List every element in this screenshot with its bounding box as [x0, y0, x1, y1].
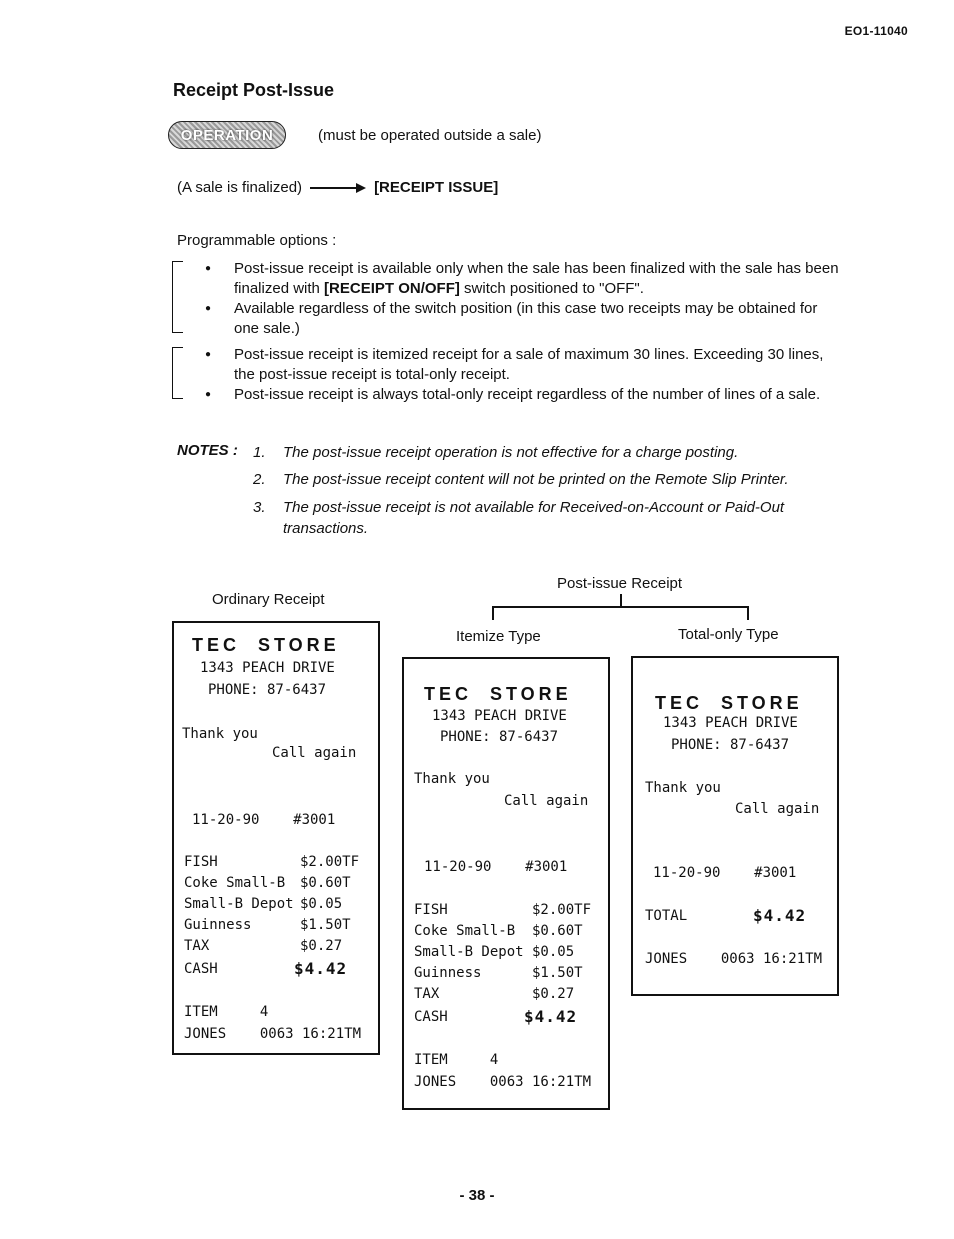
page-number: - 38 - — [459, 1187, 495, 1204]
receipt-line-value: $2.00TF — [300, 854, 360, 870]
receipt-line-value: $0.05 — [300, 896, 343, 912]
programmable-label: Programmable options : — [177, 232, 337, 249]
receipt-date: 11-20-90 #3001 — [653, 865, 797, 881]
receipt-store-name: TEC STORE — [192, 635, 340, 655]
receipt-line-label: TAX — [414, 986, 440, 1002]
receipt-thank: Thank you — [182, 726, 258, 742]
caption-total-only: Total-only Type — [678, 626, 779, 643]
receipt-call: Call again — [504, 793, 589, 809]
receipt-line-value: $1.50T — [532, 965, 583, 981]
receipt-line-label: TAX — [184, 938, 210, 954]
receipt-line-label: FISH — [184, 854, 218, 870]
receipt-date: 11-20-90 #3001 — [424, 859, 568, 875]
receipt-line-label: Coke Small-B — [184, 875, 286, 891]
receipt-thank: Thank you — [645, 780, 721, 796]
receipt-line-value: $0.60T — [532, 923, 583, 939]
arrow-right-icon — [310, 183, 366, 193]
receipt-cash-label: CASH — [414, 1009, 448, 1025]
receipt-phone: PHONE: 87-6437 — [671, 737, 790, 753]
receipt-clerk: JONES 0063 16:21TM — [414, 1074, 592, 1090]
receipt-clerk: JONES 0063 16:21TM — [184, 1026, 362, 1042]
receipt-total-only — [631, 656, 839, 996]
receipt-clerk: JONES 0063 16:21TM — [645, 951, 823, 967]
tree-connector — [492, 606, 494, 620]
receipt-date: 11-20-90 #3001 — [192, 812, 336, 828]
receipt-line-label: Guinness — [414, 965, 482, 981]
receipt-line-label: FISH — [414, 902, 448, 918]
option-group-1 — [172, 259, 842, 339]
receipt-line-label: Small-B Depot — [184, 896, 294, 912]
receipt-line-value: $0.27 — [532, 986, 575, 1002]
receipt-line-value: $0.05 — [532, 944, 575, 960]
receipt-item-count: ITEM 4 — [184, 1004, 269, 1020]
receipt-store-name: TEC STORE — [655, 693, 803, 713]
receipt-line-value: $0.27 — [300, 938, 343, 954]
receipt-line-value: $2.00TF — [532, 902, 592, 918]
operation-sequence — [177, 179, 498, 196]
sequence-from: (A sale is finalized) — [177, 179, 303, 196]
option-item: ● Available regardless of the switch position (in this case two receipts may be obtained for one sale.) — [172, 299, 842, 339]
receipt-phone: PHONE: 87-6437 — [208, 682, 327, 698]
receipt-line-label: Guinness — [184, 917, 252, 933]
caption-post-issue: Post-issue Receipt — [557, 575, 683, 592]
receipt-line-value: $1.50T — [300, 917, 351, 933]
note-item: 3. The post-issue receipt is not available for Received-on-Account or Paid-Out transactions. — [253, 499, 785, 537]
receipt-cash-label: CASH — [184, 961, 218, 977]
caption-ordinary: Ordinary Receipt — [212, 591, 325, 608]
receipt-item-count: ITEM 4 — [414, 1052, 499, 1068]
receipt-line-label: Small-B Depot — [414, 944, 524, 960]
receipt-store-name: TEC STORE — [424, 684, 572, 704]
receipt-call: Call again — [272, 745, 357, 761]
receipt-phone: PHONE: 87-6437 — [440, 729, 559, 745]
receipt-address: 1343 PEACH DRIVE — [200, 660, 335, 676]
option-group-2 — [172, 345, 842, 405]
receipt-cash-value: $4.42 — [524, 1007, 578, 1026]
option-item: ● Post-issue receipt is available only when the sale has been finalized with the sale has been finalized with [RECEIPT ON/OFF] switch positioned to "OFF". — [172, 259, 842, 299]
receipt-cash-value: $4.42 — [294, 959, 348, 978]
operation-badge: OPERATION — [168, 121, 286, 149]
sequence-to: [RECEIPT ISSUE] — [374, 179, 499, 196]
notes-label: NOTES : — [177, 442, 238, 459]
caption-itemize: Itemize Type — [456, 628, 541, 645]
receipt-ordinary — [172, 621, 380, 1055]
receipt-call: Call again — [735, 801, 820, 817]
note-item: 2. The post-issue receipt content will not be printed on the Remote Slip Printer. — [253, 471, 789, 488]
operation-note: (must be operated outside a sale) — [318, 127, 542, 144]
page-title: Receipt Post-Issue — [173, 80, 335, 100]
option-item: ● Post-issue receipt is always total-only receipt regardless of the number of lines of a sale. — [172, 385, 842, 405]
receipt-thank: Thank you — [414, 771, 490, 787]
receipt-total-label: TOTAL — [645, 908, 688, 924]
receipt-address: 1343 PEACH DRIVE — [663, 715, 798, 731]
receipt-itemize — [402, 657, 610, 1110]
receipt-address: 1343 PEACH DRIVE — [432, 708, 567, 724]
tree-connector — [620, 594, 622, 607]
note-item: 1. The post-issue receipt operation is not effective for a charge posting. — [253, 444, 739, 461]
receipt-line-label: Coke Small-B — [414, 923, 516, 939]
option-item: ● Post-issue receipt is itemized receipt for a sale of maximum 30 lines. Exceeding 30 lines, the post-issue receipt is total-only receipt. — [172, 345, 842, 385]
tree-connector — [747, 606, 749, 620]
receipt-total-value: $4.42 — [753, 906, 807, 925]
document-id: EO1-11040 — [844, 24, 908, 38]
receipt-line-value: $0.60T — [300, 875, 351, 891]
